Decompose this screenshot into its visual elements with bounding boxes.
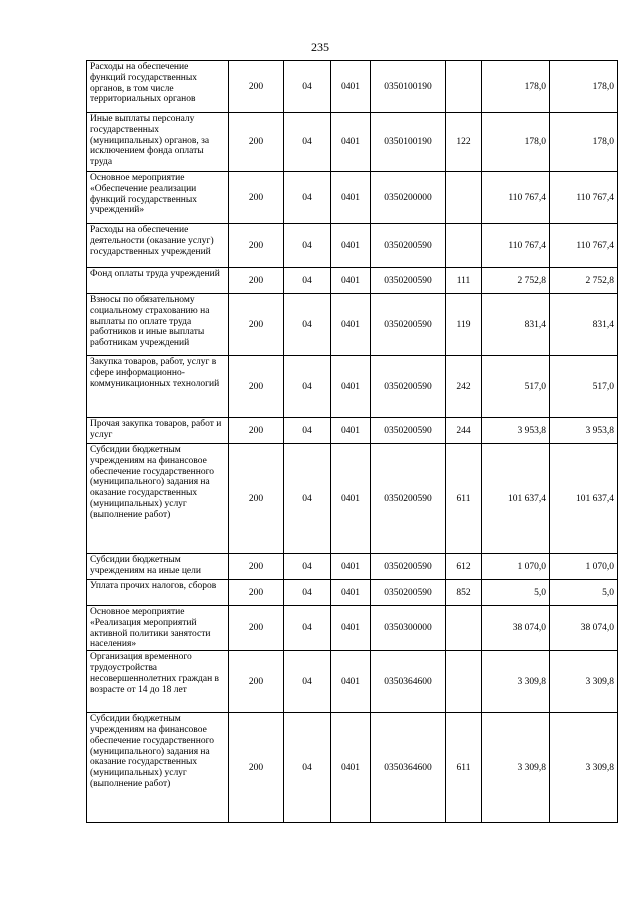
section-code-cell: 200 <box>229 172 284 224</box>
amount-cell: 110 767,4 <box>482 172 550 224</box>
division-code-cell: 0401 <box>331 606 371 651</box>
row-name-cell: Субсидии бюджетным учреждениям на финансовое обеспечение государственного (муниципального) задания на оказание государственных (муниципальных) услуг (выполнение работ) <box>87 713 229 823</box>
subsection-cell: 04 <box>284 113 331 172</box>
amount-total-cell: 178,0 <box>550 61 618 113</box>
expense-type-cell: 244 <box>446 418 482 444</box>
table-row <box>87 554 618 580</box>
expense-type-cell <box>446 172 482 224</box>
amount-total-cell: 110 767,4 <box>550 224 618 268</box>
page-number: 235 <box>311 40 329 54</box>
division-code-cell: 0401 <box>331 294 371 356</box>
section-code-cell: 200 <box>229 61 284 113</box>
table-row <box>87 444 618 554</box>
target-article-cell: 0350100190 <box>371 113 446 172</box>
amount-total-cell: 3 309,8 <box>550 651 618 713</box>
table-row <box>87 172 618 224</box>
division-code-cell: 0401 <box>331 580 371 606</box>
budget-table-body <box>87 61 618 823</box>
target-article-cell: 0350364600 <box>371 651 446 713</box>
amount-cell: 101 637,4 <box>482 444 550 554</box>
amount-cell: 3 309,8 <box>482 651 550 713</box>
subsection-cell: 04 <box>284 554 331 580</box>
target-article-cell: 0350364600 <box>371 713 446 823</box>
amount-cell: 38 074,0 <box>482 606 550 651</box>
table-row <box>87 224 618 268</box>
expense-type-cell: 119 <box>446 294 482 356</box>
target-article-cell: 0350200590 <box>371 294 446 356</box>
section-code-cell: 200 <box>229 606 284 651</box>
subsection-cell: 04 <box>284 418 331 444</box>
expense-type-cell <box>446 224 482 268</box>
amount-cell: 110 767,4 <box>482 224 550 268</box>
subsection-cell: 04 <box>284 268 331 294</box>
section-code-cell: 200 <box>229 294 284 356</box>
row-name-cell: Фонд оплаты труда учреждений <box>87 268 229 294</box>
expense-type-cell: 852 <box>446 580 482 606</box>
amount-total-cell: 178,0 <box>550 113 618 172</box>
amount-cell: 178,0 <box>482 61 550 113</box>
section-code-cell: 200 <box>229 356 284 418</box>
amount-total-cell: 517,0 <box>550 356 618 418</box>
row-name-cell: Субсидии бюджетным учреждениям на финансовое обеспечение государственного (муниципального) задания на оказание государственных (муниципальных) услуг (выполнение работ) <box>87 444 229 554</box>
amount-cell: 1 070,0 <box>482 554 550 580</box>
section-code-cell: 200 <box>229 580 284 606</box>
amount-total-cell: 38 074,0 <box>550 606 618 651</box>
expense-type-cell: 611 <box>446 444 482 554</box>
amount-total-cell: 5,0 <box>550 580 618 606</box>
division-code-cell: 0401 <box>331 356 371 418</box>
subsection-cell: 04 <box>284 651 331 713</box>
row-name-cell: Расходы на обеспечение функций государственных органов, в том числе территориальных органов <box>87 61 229 113</box>
amount-total-cell: 101 637,4 <box>550 444 618 554</box>
amount-total-cell: 3 953,8 <box>550 418 618 444</box>
target-article-cell: 0350200590 <box>371 580 446 606</box>
division-code-cell: 0401 <box>331 651 371 713</box>
section-code-cell: 200 <box>229 713 284 823</box>
target-article-cell: 0350200590 <box>371 418 446 444</box>
amount-total-cell: 1 070,0 <box>550 554 618 580</box>
division-code-cell: 0401 <box>331 61 371 113</box>
table-row <box>87 651 618 713</box>
target-article-cell: 0350200590 <box>371 224 446 268</box>
table-row <box>87 606 618 651</box>
row-name-cell: Организация временного трудоустройства несовершеннолетних граждан в возрасте от 14 до 18 лет <box>87 651 229 713</box>
row-name-cell: Взносы по обязательному социальному страхованию на выплаты по оплате труда работников и иные выплаты работникам учреждений <box>87 294 229 356</box>
table-row <box>87 61 618 113</box>
division-code-cell: 0401 <box>331 224 371 268</box>
amount-total-cell: 3 309,8 <box>550 713 618 823</box>
section-code-cell: 200 <box>229 418 284 444</box>
table-row <box>87 113 618 172</box>
division-code-cell: 0401 <box>331 418 371 444</box>
expense-type-cell <box>446 651 482 713</box>
division-code-cell: 0401 <box>331 554 371 580</box>
expense-type-cell <box>446 61 482 113</box>
amount-total-cell: 831,4 <box>550 294 618 356</box>
row-name-cell: Иные выплаты персоналу государственных (муниципальных) органов, за исключением фонда оплаты труда <box>87 113 229 172</box>
section-code-cell: 200 <box>229 268 284 294</box>
subsection-cell: 04 <box>284 172 331 224</box>
table-row <box>87 580 618 606</box>
target-article-cell: 0350300000 <box>371 606 446 651</box>
amount-cell: 3 953,8 <box>482 418 550 444</box>
target-article-cell: 0350200590 <box>371 554 446 580</box>
row-name-cell: Субсидии бюджетным учреждениям на иные цели <box>87 554 229 580</box>
section-code-cell: 200 <box>229 113 284 172</box>
section-code-cell: 200 <box>229 651 284 713</box>
table-row <box>87 294 618 356</box>
section-code-cell: 200 <box>229 554 284 580</box>
amount-cell: 3 309,8 <box>482 713 550 823</box>
division-code-cell: 0401 <box>331 172 371 224</box>
subsection-cell: 04 <box>284 224 331 268</box>
budget-table <box>86 60 618 823</box>
section-code-cell: 200 <box>229 224 284 268</box>
amount-cell: 517,0 <box>482 356 550 418</box>
table-row <box>87 713 618 823</box>
amount-total-cell: 2 752,8 <box>550 268 618 294</box>
subsection-cell: 04 <box>284 580 331 606</box>
subsection-cell: 04 <box>284 356 331 418</box>
amount-cell: 2 752,8 <box>482 268 550 294</box>
row-name-cell: Основное мероприятие «Обеспечение реализации функций государственных учреждений» <box>87 172 229 224</box>
target-article-cell: 0350200590 <box>371 268 446 294</box>
section-code-cell: 200 <box>229 444 284 554</box>
division-code-cell: 0401 <box>331 268 371 294</box>
target-article-cell: 0350200590 <box>371 444 446 554</box>
subsection-cell: 04 <box>284 444 331 554</box>
amount-total-cell: 110 767,4 <box>550 172 618 224</box>
subsection-cell: 04 <box>284 61 331 113</box>
table-row <box>87 356 618 418</box>
expense-type-cell: 122 <box>446 113 482 172</box>
target-article-cell: 0350200000 <box>371 172 446 224</box>
row-name-cell: Расходы на обеспечение деятельности (оказание услуг) государственных учреждений <box>87 224 229 268</box>
division-code-cell: 0401 <box>331 713 371 823</box>
row-name-cell: Прочая закупка товаров, работ и услуг <box>87 418 229 444</box>
table-row <box>87 418 618 444</box>
row-name-cell: Основное мероприятие «Реализация мероприятий активной политики занятости населения» <box>87 606 229 651</box>
expense-type-cell: 242 <box>446 356 482 418</box>
expense-type-cell: 611 <box>446 713 482 823</box>
row-name-cell: Закупка товаров, работ, услуг в сфере информационно-коммуникационных технологий <box>87 356 229 418</box>
subsection-cell: 04 <box>284 606 331 651</box>
amount-cell: 5,0 <box>482 580 550 606</box>
subsection-cell: 04 <box>284 294 331 356</box>
division-code-cell: 0401 <box>331 444 371 554</box>
amount-cell: 178,0 <box>482 113 550 172</box>
division-code-cell: 0401 <box>331 113 371 172</box>
amount-cell: 831,4 <box>482 294 550 356</box>
expense-type-cell <box>446 606 482 651</box>
table-row <box>87 268 618 294</box>
row-name-cell: Уплата прочих налогов, сборов <box>87 580 229 606</box>
expense-type-cell: 111 <box>446 268 482 294</box>
target-article-cell: 0350100190 <box>371 61 446 113</box>
expense-type-cell: 612 <box>446 554 482 580</box>
target-article-cell: 0350200590 <box>371 356 446 418</box>
subsection-cell: 04 <box>284 713 331 823</box>
